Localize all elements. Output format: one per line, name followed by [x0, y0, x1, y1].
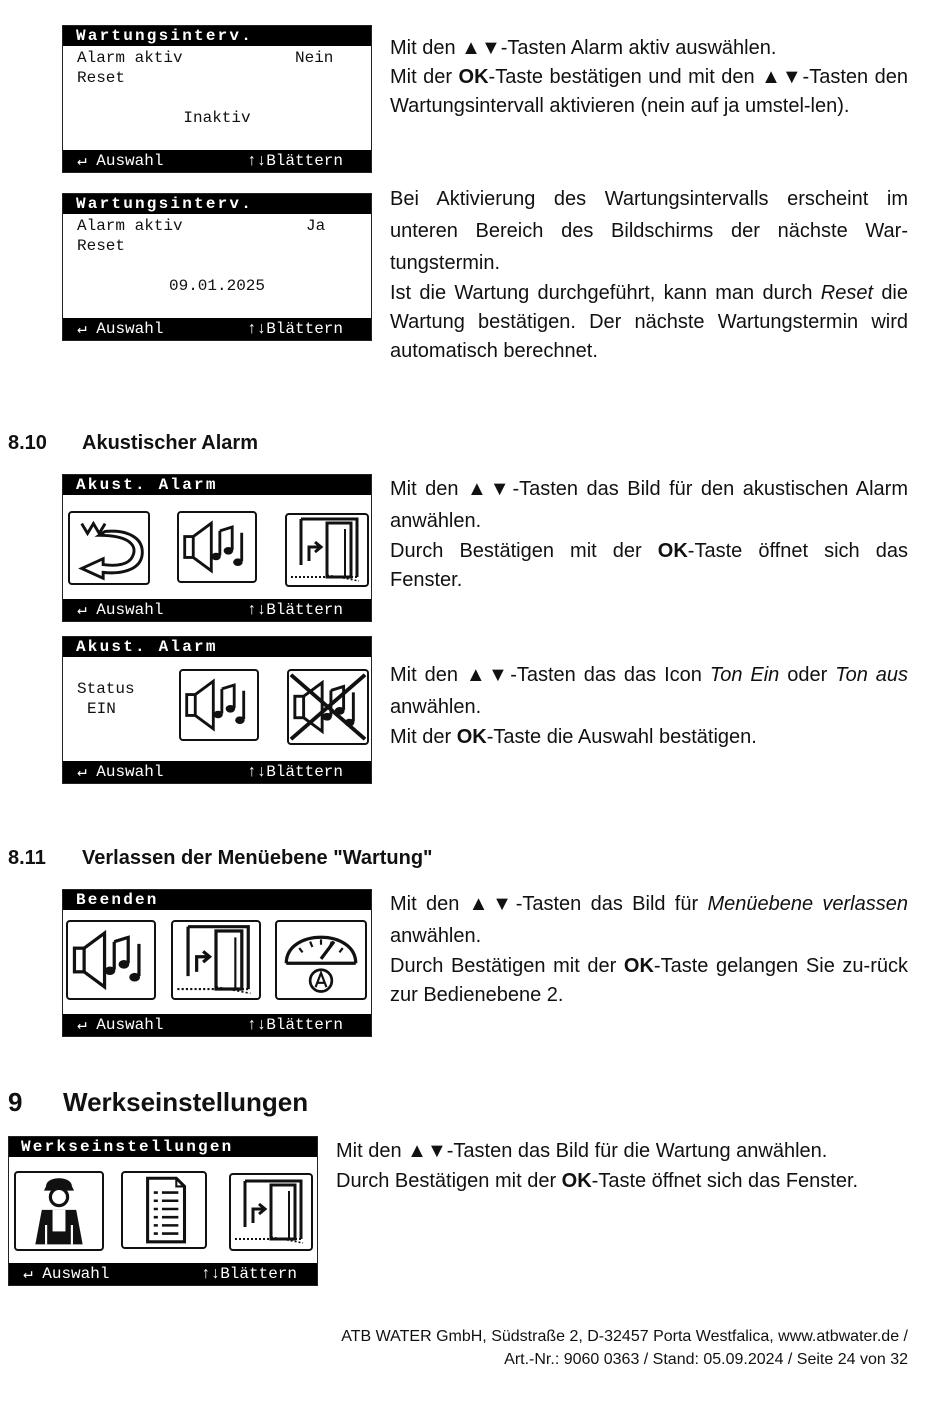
footer-blaettern: ↑↓Blättern	[246, 763, 343, 781]
footer-blaettern: ↑↓Blättern	[246, 320, 343, 338]
lcd-status-label: Status	[77, 680, 135, 698]
speaker-muted-icon	[287, 669, 369, 745]
text-werkseinstellungen	[336, 1135, 916, 1196]
lcd-row-reset: Reset	[77, 69, 126, 87]
footer-auswahl: ↵ Auswahl	[77, 152, 164, 170]
lcd-title: Wartungsinterv.	[63, 194, 371, 214]
lcd-footer	[63, 1014, 371, 1036]
para-menueebene-verlassen: Mit den ▲▼-Tasten das Bild für Menüebene verlassen anwählen.	[390, 893, 908, 947]
para-zurueck-bedienebene: Durch Bestätigen mit der OK-Taste gelangen Sie zu-rück zur Bedienebene 2.	[390, 955, 908, 1006]
lcd-title: Wartungsinterv.	[63, 26, 371, 46]
lcd-wartungsintervall-aktiv	[62, 193, 372, 341]
lcd-footer	[63, 761, 371, 783]
para-wartung-anwaehlen: Mit den ▲▼-Tasten das Bild für die Wartung anwählen.	[336, 1140, 828, 1162]
footer-company: ATB WATER GmbH, Südstraße 2, D-32457 Porta Westfalica, www.atbwater.de /	[341, 1328, 908, 1345]
footer-auswahl: ↵ Auswahl	[23, 1265, 110, 1283]
para-bild-anwaehlen: Mit den ▲▼-Tasten das Bild für den akustischen Alarm anwählen.	[390, 478, 908, 532]
lcd-title: Werkseinstellungen	[9, 1137, 317, 1157]
footer-auswahl: ↵ Auswahl	[77, 320, 164, 338]
lcd-footer	[63, 150, 371, 172]
para-aktivierung: Bei Aktivierung des Wartungsintervalls erscheint im unteren Bereich des Bildschirms der nächste War-tungstermin.	[390, 188, 908, 274]
lcd-footer	[9, 1263, 317, 1285]
para-ok-fenster-oeffnet: Durch Bestätigen mit der OK-Taste öffnet sich das Fenster.	[336, 1170, 859, 1192]
technician-icon	[14, 1171, 104, 1251]
para-alarm-auswaehlen: Mit den ▲▼-Tasten Alarm aktiv auswählen.	[390, 37, 777, 59]
text-akust-alarm-anwaehlen	[390, 473, 908, 595]
para-reset: Ist die Wartung durchgeführt, kann man durch Reset die Wartung bestätigen. Der nächste Wartungstermin wird automatisch berechnet.	[390, 282, 909, 362]
lcd-werkseinstellungen	[8, 1136, 318, 1286]
footer-auswahl: ↵ Auswahl	[77, 1016, 164, 1034]
gauge-icon	[275, 920, 367, 1000]
lcd-row-reset: Reset	[77, 237, 126, 255]
speaker-icon	[179, 669, 259, 741]
page-footer	[341, 1325, 908, 1371]
lcd-title: Akust. Alarm	[63, 475, 371, 495]
lcd-row-alarm-label: Alarm aktiv	[77, 217, 183, 235]
text-menue-verlassen	[390, 888, 908, 1010]
lcd-title: Beenden	[63, 890, 371, 910]
footer-blaettern: ↑↓Blättern	[246, 1016, 343, 1034]
section-8-11-heading: 8.11 Verlassen der Menüebene "Wartung"	[8, 847, 433, 869]
section-9-heading: 9 Werkseinstellungen	[8, 1087, 309, 1117]
footer-blaettern: ↑↓Blättern	[246, 601, 343, 619]
para-icon-anwaehlen: Mit den ▲▼-Tasten das das Icon Ton Ein oder Ton aus anwählen.	[390, 664, 908, 718]
para-ok-fenster: Durch Bestätigen mit der OK-Taste öffnet sich das Fenster.	[390, 540, 908, 591]
lcd-status-center: Inaktiv	[183, 109, 251, 127]
lcd-status-value: EIN	[87, 700, 116, 718]
footer-blaettern: ↑↓Blättern	[246, 152, 343, 170]
lcd-next-date: 09.01.2025	[168, 277, 265, 295]
speaker-icon	[66, 920, 156, 1000]
lcd-row-alarm-value: Nein	[295, 49, 334, 67]
footer-auswahl: ↵ Auswahl	[77, 763, 164, 781]
lcd-beenden	[62, 889, 372, 1037]
exit-door-icon	[171, 920, 261, 1000]
document-icon	[121, 1171, 207, 1249]
section-8-10-heading: 8.10 Akustischer Alarm	[8, 432, 258, 454]
footer-blaettern: ↑↓Blättern	[200, 1265, 297, 1283]
exit-door-icon	[229, 1173, 313, 1251]
footer-auswahl: ↵ Auswahl	[77, 601, 164, 619]
lcd-footer	[63, 599, 371, 621]
text-wartungstermin	[390, 183, 908, 366]
text-ton-ein-aus	[390, 659, 908, 752]
lcd-akust-alarm-status	[62, 636, 372, 784]
lcd-footer	[63, 318, 371, 340]
footer-article-info: Art.-Nr.: 9060 0363 / Stand: 05.09.2024 / Seite 24 von 32	[504, 1351, 908, 1368]
lcd-title: Akust. Alarm	[63, 637, 371, 657]
text-wartung-aktivieren	[390, 34, 908, 121]
lcd-akust-alarm-menu	[62, 474, 372, 622]
para-auswahl-bestaetigen: Mit der OK-Taste die Auswahl bestätigen.	[390, 726, 757, 748]
lcd-row-alarm-label: Alarm aktiv	[77, 49, 183, 67]
lcd-wartungsintervall-inaktiv	[62, 25, 372, 173]
return-icon	[68, 511, 150, 585]
lcd-row-alarm-value: Ja	[306, 217, 326, 235]
para-ok-bestaetigen: Mit der OK-Taste bestätigen und mit den ▲▼-Tasten den Wartungsintervall aktivieren (nein auf ja umstel-len).	[390, 66, 909, 117]
speaker-icon	[177, 511, 257, 583]
exit-door-icon	[285, 513, 369, 587]
